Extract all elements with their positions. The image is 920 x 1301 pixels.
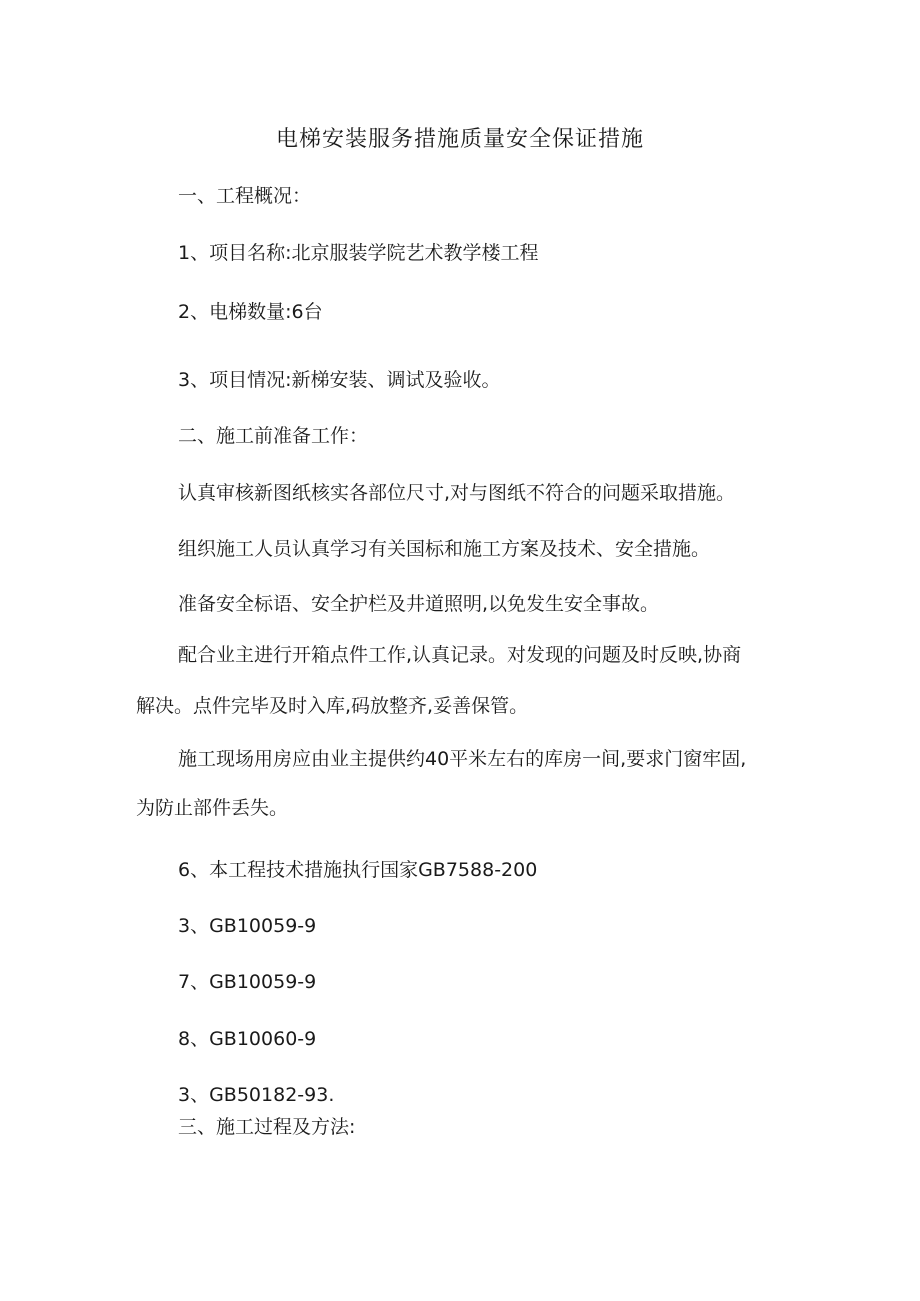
paragraph-staff-training: 组织施工人员认真学习有关国标和施工方案及技术、安全措施。 (178, 538, 711, 560)
standard-item-5: 3、GB50182-93. (178, 1084, 335, 1106)
paragraph-unpacking-line2: 解决。点件完毕及时入库,码放整齐,妥善保管。 (136, 695, 529, 717)
paragraph-safety-prep: 准备安全标语、安全护栏及井道照明,以免发生安全事故。 (178, 593, 660, 615)
paragraph-review-drawings: 认真审核新图纸核实各部位尺寸,对与图纸不符合的问题采取措施。 (178, 482, 736, 504)
standard-item-1: 6、本工程技术措施执行国家GB7588-200 (178, 859, 538, 881)
item-project-status: 3、项目情况:新梯安装、调试及验收。 (178, 369, 501, 391)
document-title: 电梯安装服务措施质量安全保证措施 (275, 127, 644, 152)
item-project-name: 1、项目名称:北京服装学院艺术教学楼工程 (178, 242, 539, 264)
section-heading-overview: 一、工程概况： (178, 185, 312, 207)
section-heading-preparation: 二、施工前准备工作： (178, 425, 369, 447)
item-elevator-count: 2、电梯数量:6台 (178, 301, 323, 323)
paragraph-unpacking-line1: 配合业主进行开箱点件工作,认真记录。对发现的问题及时反映,协商 (178, 644, 742, 666)
paragraph-storage-line2: 为防止部件丢失。 (136, 797, 289, 819)
standard-item-3: 7、GB10059-9 (178, 971, 317, 993)
section-heading-process: 三、施工过程及方法: (178, 1116, 356, 1138)
standard-item-4: 8、GB10060-9 (178, 1028, 317, 1050)
standard-item-2: 3、GB10059-9 (178, 915, 317, 937)
paragraph-storage-line1: 施工现场用房应由业主提供约40平米左右的库房一间,要求门窗牢固, (178, 748, 747, 770)
